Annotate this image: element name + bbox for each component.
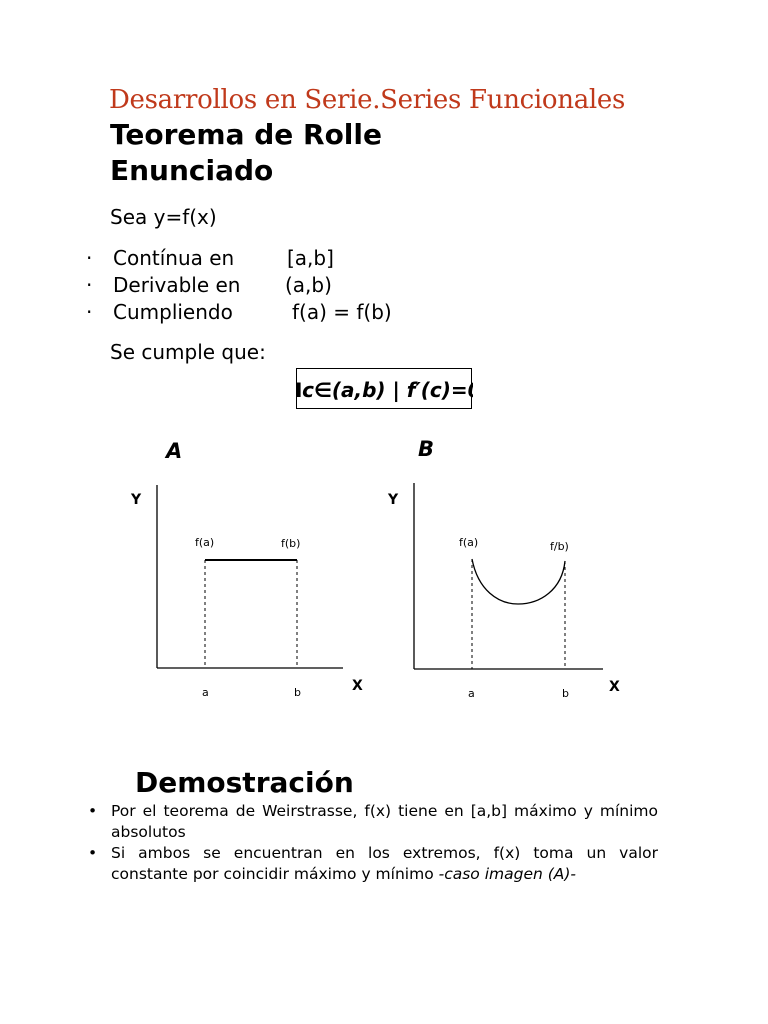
demo-bullet-text	[111, 843, 658, 885]
rolle-formula	[297, 369, 473, 410]
demo-bullet-extremes	[88, 843, 658, 909]
demo-bullet-weirstrasse	[88, 801, 658, 845]
figure-b-fb-label: f/b)	[550, 540, 569, 553]
figure-b-y-label: Y	[388, 492, 399, 508]
formula-text: ∃c∈(a,b) | f′(c)=0	[297, 378, 473, 402]
figure-b-label: B	[418, 437, 435, 461]
condition-derivable	[86, 273, 332, 297]
condition-label: Cumpliendo	[113, 300, 233, 324]
condition-label: Contínua en	[113, 246, 235, 270]
demo-bullet-italic: -caso imagen (A)-	[438, 865, 577, 883]
condition-label: Derivable en	[113, 273, 241, 297]
condition-equal-values	[86, 300, 392, 324]
figure-a-graph	[120, 480, 380, 705]
demo-title: Demostración	[135, 766, 354, 799]
figure-b-a-tick: a	[468, 687, 475, 700]
figure-b-x-label: X	[609, 679, 620, 695]
figure-a-fb-label: f(b)	[281, 537, 301, 550]
figure-a-fa-label: f(a)	[195, 536, 215, 549]
figure-a-label: A	[166, 439, 183, 463]
figure-a-a-tick: a	[202, 686, 209, 699]
theorem-title: Teorema de Rolle	[110, 118, 382, 151]
demo-bullet-plain: Si ambos se encuentran en los extremos, f(x) toma un valor constante por coincidir máximo y mínimo	[111, 844, 658, 883]
conclusion-intro: Se cumple que:	[110, 340, 266, 364]
statement-intro: Sea y=f(x)	[110, 205, 217, 229]
figure-b-b-tick: b	[562, 687, 569, 700]
condition-value: [a,b]	[287, 246, 334, 270]
condition-bullet: ·	[86, 246, 93, 270]
series-title: Desarrollos en Serie.Series Funcionales	[109, 85, 626, 115]
rolle-formula-box	[296, 368, 472, 409]
figure-b-graph	[378, 480, 638, 705]
section-title-enunciado: Enunciado	[110, 154, 274, 187]
condition-bullet: ·	[86, 300, 93, 324]
bullet-marker: •	[88, 802, 98, 820]
condition-continuous	[86, 246, 334, 270]
condition-value: f(a) = f(b)	[292, 300, 392, 324]
condition-value: (a,b)	[285, 273, 332, 297]
figure-b-fa-label: f(a)	[459, 536, 479, 549]
figure-b-curve	[472, 559, 565, 604]
figure-a-b-tick: b	[294, 686, 301, 699]
demo-bullet-text: Por el teorema de Weirstrasse, f(x) tiene en [a,b] máximo y mínimo absolutos	[111, 802, 658, 841]
bullet-marker: •	[88, 844, 98, 862]
condition-bullet: ·	[86, 273, 93, 297]
figure-a-y-label: Y	[131, 492, 142, 508]
figure-a-x-label: X	[352, 678, 363, 694]
